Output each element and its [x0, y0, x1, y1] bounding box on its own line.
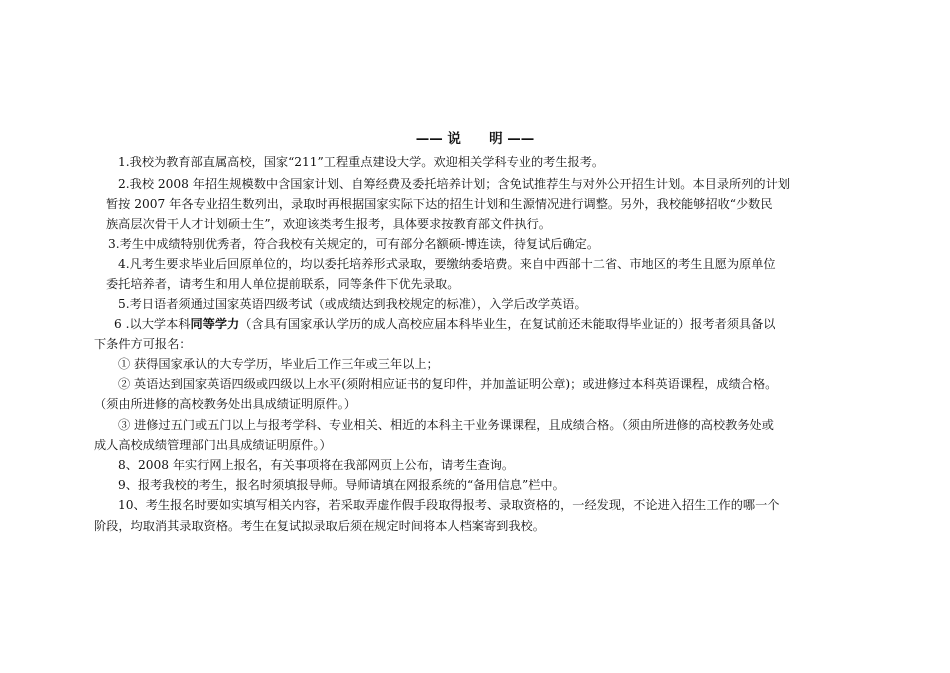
- paragraph-line-9-tail: （含具有国家承认学历的成人高校应届本科毕业生，在复试前还未能取得毕业证的）报考者须具备以: [239, 317, 776, 331]
- paragraph-line-9: [114, 316, 775, 332]
- paragraph-line-18: 10、考生报名时要如实填写相关内容，若采取弄虚作假手段取得报考、录取资格的，一经发现，不论进入招生工作的哪一个: [118, 498, 780, 512]
- paragraph-line-8: 5.考日语者须通过国家英语四级考试（或成绩达到我校规定的标准），入学后改学英语。: [118, 297, 587, 311]
- paragraph-line-4: 族高层次骨干人才计划硕士生”，欢迎该类考生报考，具体要求按教育部文件执行。: [106, 217, 551, 231]
- paragraph-line-7: 委托培养者，请考生和用人单位提前联系，同等条件下优先录取。: [106, 277, 460, 291]
- paragraph-line-19: 阶段，均取消其录取资格。考生在复试拟录取后须在规定时间将本人档案寄到我校。: [94, 519, 545, 533]
- paragraph-line-9-lead: 6 .以大学本科: [114, 317, 191, 331]
- paragraph-line-11: ① 获得国家承认的大专学历，毕业后工作三年或三年以上；: [118, 357, 439, 371]
- paragraph-line-6: 4.凡考生要求毕业后回原单位的，均以委托培养形式录取，要缴纳委培费。来自中西部十二省、市地区的考生且愿为原单位: [118, 257, 776, 271]
- paragraph-line-2: 2.我校 2008 年招生规模数中含国家计划、自筹经费及委托培养计划；含免试推荐生与对外公开招生计划。本目录所列的计划: [118, 177, 790, 191]
- paragraph-line-3: 暂按 2007 年各专业招生数列出，录取时再根据国家实际下达的招生计划和生源情况进行调整。另外，我校能够招收“少数民: [106, 197, 773, 211]
- paragraph-line-13: （须由所进修的高校教务处出具成绩证明原件。）: [94, 397, 357, 411]
- paragraph-line-1: 1.我校为教育部直属高校，国家“211”工程重点建设大学。欢迎相关学科专业的考生报考。: [118, 155, 605, 169]
- paragraph-line-9-emphasis: 同等学力: [190, 317, 240, 331]
- paragraph-line-10: 下条件方可报名：: [94, 337, 192, 351]
- page-title: —— 说 明 ——: [415, 131, 535, 147]
- paragraph-line-5: 3.考生中成绩特别优秀者，符合我校有关规定的，可有部分名额硕-博连读，待复试后确定。: [108, 237, 600, 251]
- paragraph-line-17: 9、报考我校的考生，报名时须填报导师。导师请填在网报系统的“备用信息”栏中。: [118, 478, 565, 492]
- paragraph-line-16: 8、2008 年实行网上报名，有关事项将在我部网页上公布，请考生查询。: [118, 458, 515, 472]
- paragraph-line-15: 成人高校成绩管理部门出具成绩证明原件。）: [94, 438, 332, 452]
- paragraph-line-12: ② 英语达到国家英语四级或四级以上水平(须附相应证书的复印件，并加盖证明公章)；或进修过本科英语课程，成绩合格。: [118, 377, 778, 391]
- paragraph-line-14: ③ 进修过五门或五门以上与报考学科、专业相关、相近的本科主干业务课课程，且成绩合格。（须由所进修的高校教务处或: [118, 418, 774, 432]
